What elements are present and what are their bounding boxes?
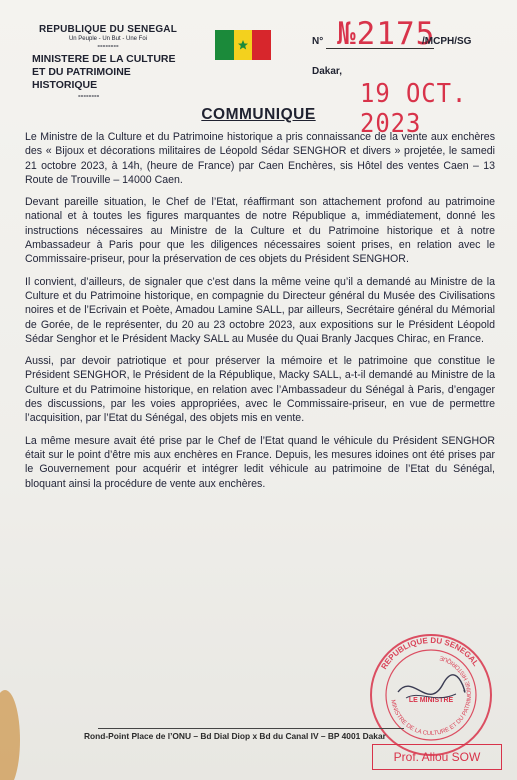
number-stamp: №2175 (337, 16, 436, 52)
seal-inner-text: MINISTRE DE LA CULTURE ET DU PATRIMOINE HISTORIQUE (389, 654, 474, 738)
paragraph: Aussi, par devoir patriotique et pour préserver la mémoire et le patrimoine que constitue le Président SENGHOR, le Président de la République, Macky SALL, a-t-il demandé au Ministre de la Culture et du Patrimoine historique, en relation avec l’Ambassadeur du Sénégal à Paris, d’engager des discussions, par les voies appropriées, avec le Commissaire-priseur, en vue de permettre l’acquisition, par l’Etat du Sénégal, des objets mis en vente. (25, 355, 495, 425)
seal-center-text: LE MINISTRE (408, 697, 454, 704)
reference-number (312, 16, 502, 56)
flag-band-yellow (234, 30, 253, 60)
star-icon (237, 39, 249, 51)
ministry-name-2: ET DU PATRIMOINE HISTORIQUE (32, 66, 131, 91)
signature-mark (398, 675, 465, 695)
paragraph: Devant pareille situation, le Chef de l’Etat, réaffirmant son attachement profond au patrimoine national et à toutes les figures marquantes de notre République a, immédiatement, donné les instructions nécessaires au Ministre de la Culture et du Patrimoine historique et à notre Ambassadeur à Paris pour que les diligences nécessaires soient prises, en relation avec le Commissaire-priseur, pour la préservation de ces objets du Président SENGHOR. (25, 196, 495, 266)
national-motto: Un Peuple - Un But - Une Foi (68, 36, 148, 42)
paragraph: Le Ministre de la Culture et du Patrimoine historique a pris connaissance de la vente aux enchères des « Bijoux et décorations militaires de Léopold Sédar SENGHOR et divers » projetée, le samedi 21 octobre 2023, à 14h, (heure de France) par Caen Enchères, sis Hôtel des ventes Caen – 13 Route de Trouville – 14000 Caen. (25, 131, 495, 186)
footer-address: Rond-Point Place de l’ONU – Bd Dial Diop x Bd du Canal IV – BP 4001 Dakar (84, 731, 386, 741)
date-stamp: 19 OCT. 2023 (360, 79, 468, 139)
footer-divider (98, 728, 404, 729)
document-title: COMMUNIQUE (201, 106, 316, 123)
seal-outer-text: REPUBLIQUE DU SENEGAL (379, 635, 481, 671)
finger-shadow (0, 690, 20, 780)
signatory-box: Prof. Aliou SOW (372, 744, 502, 770)
senegal-flag (215, 30, 271, 60)
flag-band-red (252, 30, 271, 60)
paragraph: Il convient, d’ailleurs, de signaler que c’est dans la même veine qu’il a demandé au Ministre de la Culture et du Patrimoine historique, en compagnie du Directeur général du Musée des Civilisations noires et de l’Ecrivain et Poète, Amadou Lamine SALL, par ailleurs, Secrétaire général du Mémorial de Gorée, de le représenter, du 20 au 23 octobre 2023, aux expositions sur le Président Léopold Sédar Senghor et le Président Macky SALL au Musée du Quai Branly Jacques Chirac, en France. (25, 275, 495, 345)
republic-name: REPUBLIQUE DU SENEGAL (38, 24, 178, 35)
header-left (18, 24, 198, 99)
divider: -------- (78, 91, 100, 100)
number-suffix: /MCPH/SG (422, 36, 472, 47)
svg-text:MINISTRE DE LA CULTURE ET DU P (389, 654, 473, 737)
divider: -------- (97, 41, 119, 50)
paragraph: La même mesure avait été prise par le Chef de l’Etat quand le véhicule du Président SENGHOR était sur le point d’être mis aux enchères en France. Depuis, les mesures idoines ont été prises par le Gouvernement pour acquérir et intégrer ledit véhicule au patrimoine de l’Etat du Sénégal, bloquant ainsi la procédure de vente aux enchères. (25, 434, 495, 490)
place-label: Dakar, (312, 66, 343, 77)
number-underline (326, 48, 434, 49)
flag-band-green (215, 30, 234, 60)
number-label: N° (312, 36, 324, 47)
official-seal (368, 632, 494, 758)
document-body (25, 130, 495, 499)
ministry-name-1: MINISTERE DE LA CULTURE (32, 53, 176, 65)
